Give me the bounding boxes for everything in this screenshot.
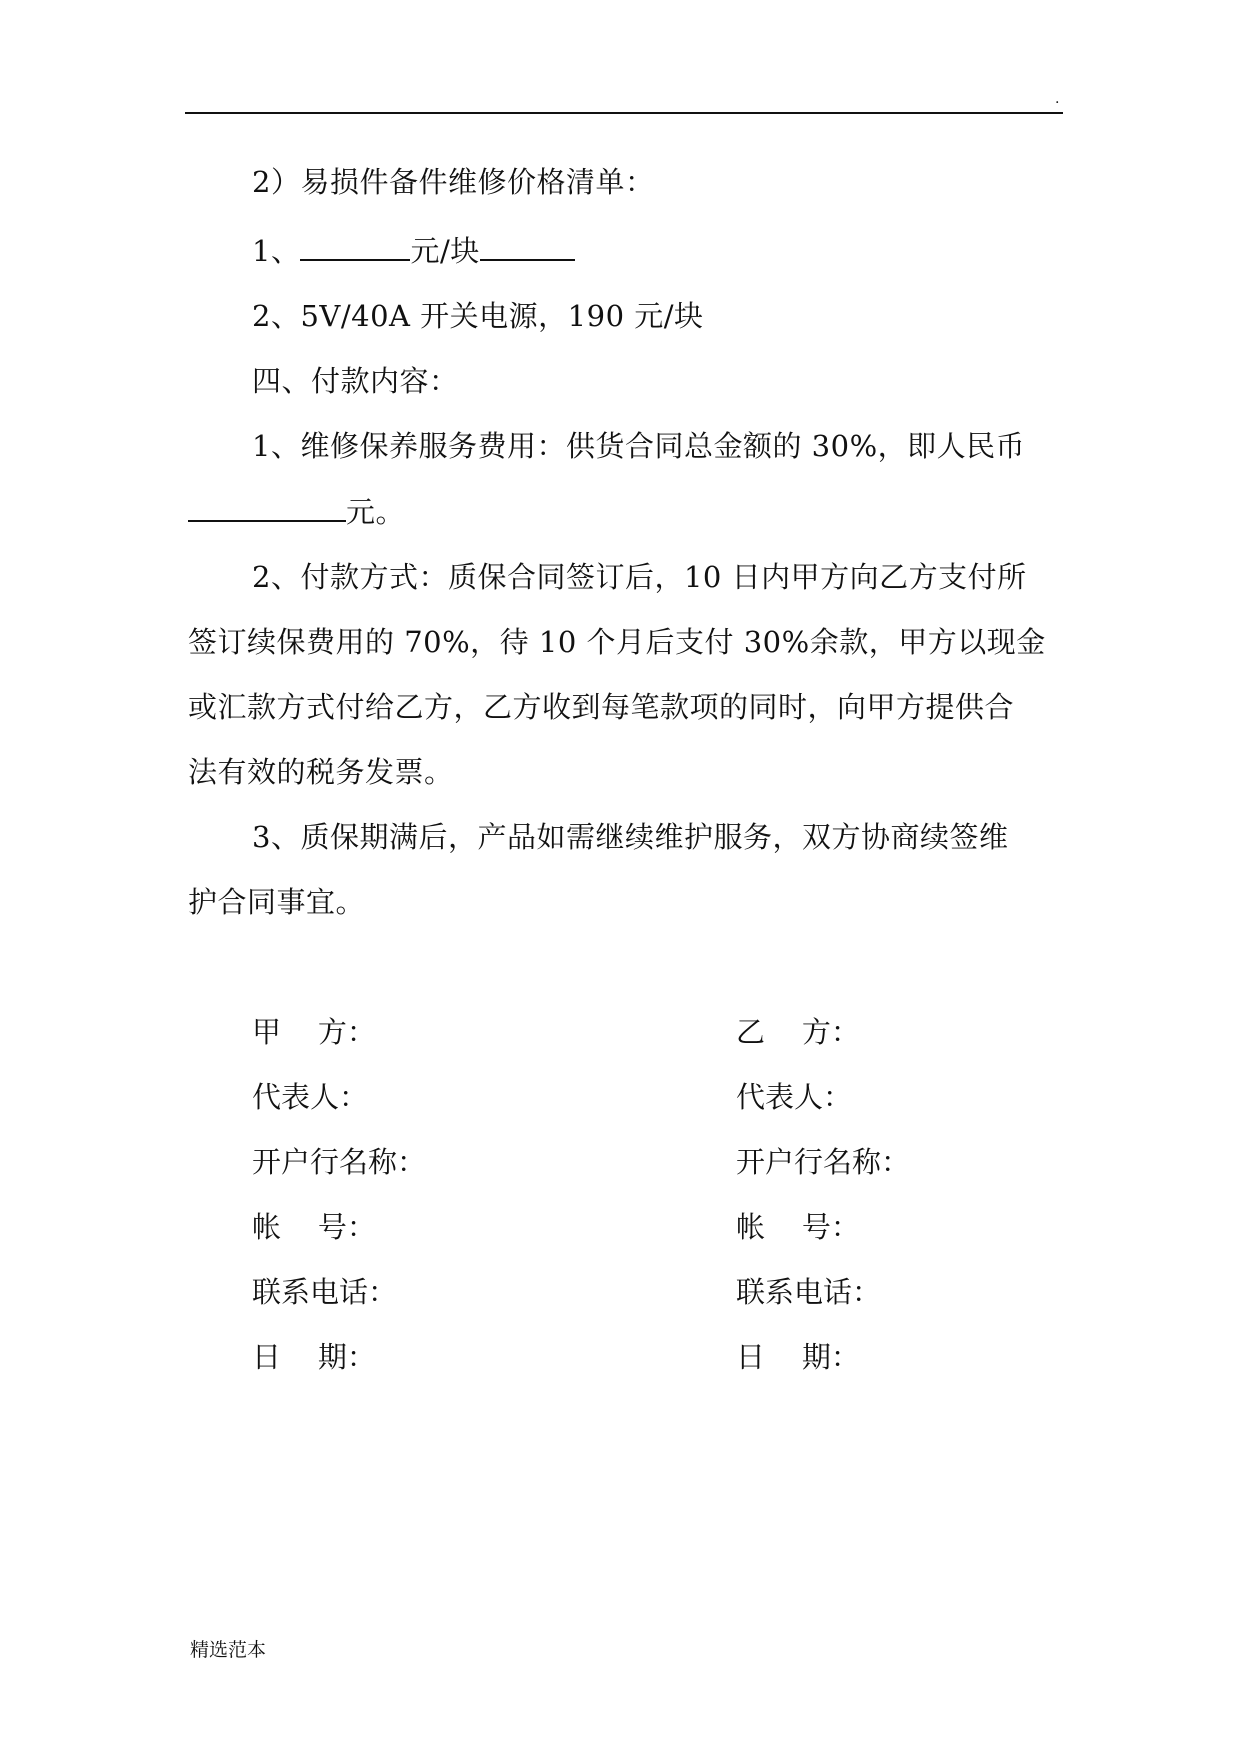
- amount-unit: 元。: [346, 495, 406, 529]
- amount-blank: [188, 494, 346, 522]
- party-a-account: 帐 号：: [252, 1210, 376, 1244]
- party-b-bank: 开户行名称：: [736, 1145, 911, 1179]
- payment-clause-2-line4: 法有效的税务发票。: [188, 755, 454, 789]
- footer-text: 精选范本: [190, 1639, 267, 1661]
- party-a-bank: 开户行名称：: [252, 1145, 427, 1179]
- header-mark: .: [1055, 91, 1060, 107]
- payment-clause-1-cont: [188, 494, 405, 530]
- payment-clause-3: 3、质保期满后，产品如需继续维护服务，双方协商续签维: [252, 820, 1009, 854]
- party-a-phone: 联系电话：: [252, 1275, 398, 1309]
- party-b-account: 帐 号：: [736, 1210, 860, 1244]
- party-b-phone: 联系电话：: [736, 1275, 882, 1309]
- party-a-date: 日 期：: [252, 1340, 376, 1374]
- payment-clause-1: 1、维修保养服务费用：供货合同总金额的 30%，即人民币: [252, 429, 1026, 463]
- payment-clause-2: 2、付款方式：质保合同签订后，10 日内甲方向乙方支付所: [252, 560, 1027, 594]
- price-blank: [300, 233, 410, 261]
- party-b-label: 乙 方：: [736, 1015, 860, 1049]
- party-a-representative: 代表人：: [252, 1080, 369, 1114]
- price-list-heading: 2）易损件备件维修价格清单：: [252, 165, 655, 199]
- item-name-blank: [480, 233, 575, 261]
- price-unit: 元/块: [410, 234, 480, 268]
- price-item-2: 2、5V/40A 开关电源，190 元/块: [252, 299, 704, 333]
- price-item-1-number: 1、: [252, 234, 301, 268]
- payment-clause-3-cont: 护合同事宜。: [188, 885, 366, 919]
- party-b-representative: 代表人：: [736, 1080, 853, 1114]
- payment-heading: 四、付款内容：: [252, 364, 459, 398]
- party-b-date: 日 期：: [736, 1340, 860, 1374]
- payment-clause-2-line3: 或汇款方式付给乙方，乙方收到每笔款项的同时，向甲方提供合: [188, 690, 1015, 724]
- price-item-1: [252, 233, 575, 269]
- party-a-label: 甲 方：: [252, 1015, 376, 1049]
- header-rule: [185, 112, 1063, 114]
- payment-clause-2-line2: 签订续保费用的 70%，待 10 个月后支付 30%余款，甲方以现金: [188, 625, 1046, 659]
